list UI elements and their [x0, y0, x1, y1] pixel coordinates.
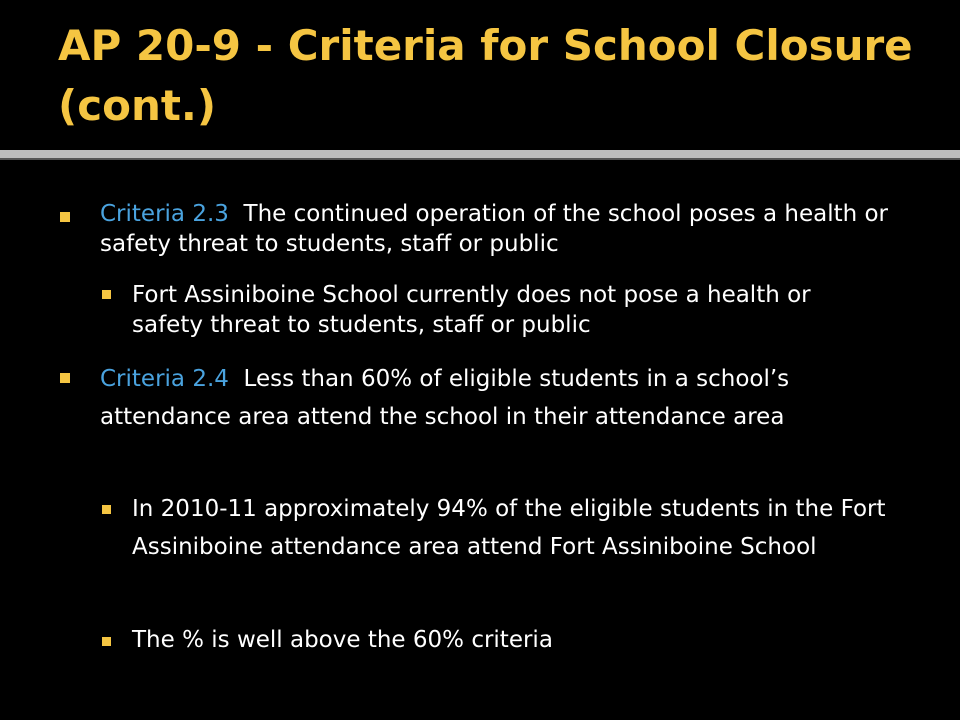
- sub-bullet-item: Fort Assiniboine School currently does not pose a health or safety threat to students, staff or public: [132, 282, 811, 338]
- criteria-text: Less than 60% of eligible students in a school’s attendance area attend the school in their attendance area: [100, 366, 790, 430]
- bullet-square-icon: [60, 212, 70, 222]
- sub-bullet-square-icon: [102, 290, 111, 299]
- sub-bullet-item: In 2010-11 approximately 94% of the eligible students in the Fort Assiniboine attendance area attend Fort Assiniboine School: [132, 496, 886, 560]
- bullet-item-criteria-2-4: [100, 360, 840, 436]
- sub-bullet-square-icon: [102, 637, 111, 646]
- title-divider: [0, 150, 960, 158]
- bullet-item-criteria-2-3: [100, 199, 940, 259]
- slide-content: [0, 160, 960, 720]
- criteria-label: Criteria 2.4: [100, 366, 229, 392]
- sub-bullet-square-icon: [102, 505, 111, 514]
- criteria-label: Criteria 2.3: [100, 201, 229, 227]
- bullet-square-icon: [60, 373, 70, 383]
- criteria-text: The continued operation of the school poses a health or safety threat to students, staff or public: [100, 201, 889, 257]
- title-bar: [0, 0, 960, 150]
- slide-title: AP 20-9 - Criteria for School Closure (cont.): [58, 21, 913, 130]
- sub-bullet-item: The % is well above the 60% criteria: [132, 627, 553, 653]
